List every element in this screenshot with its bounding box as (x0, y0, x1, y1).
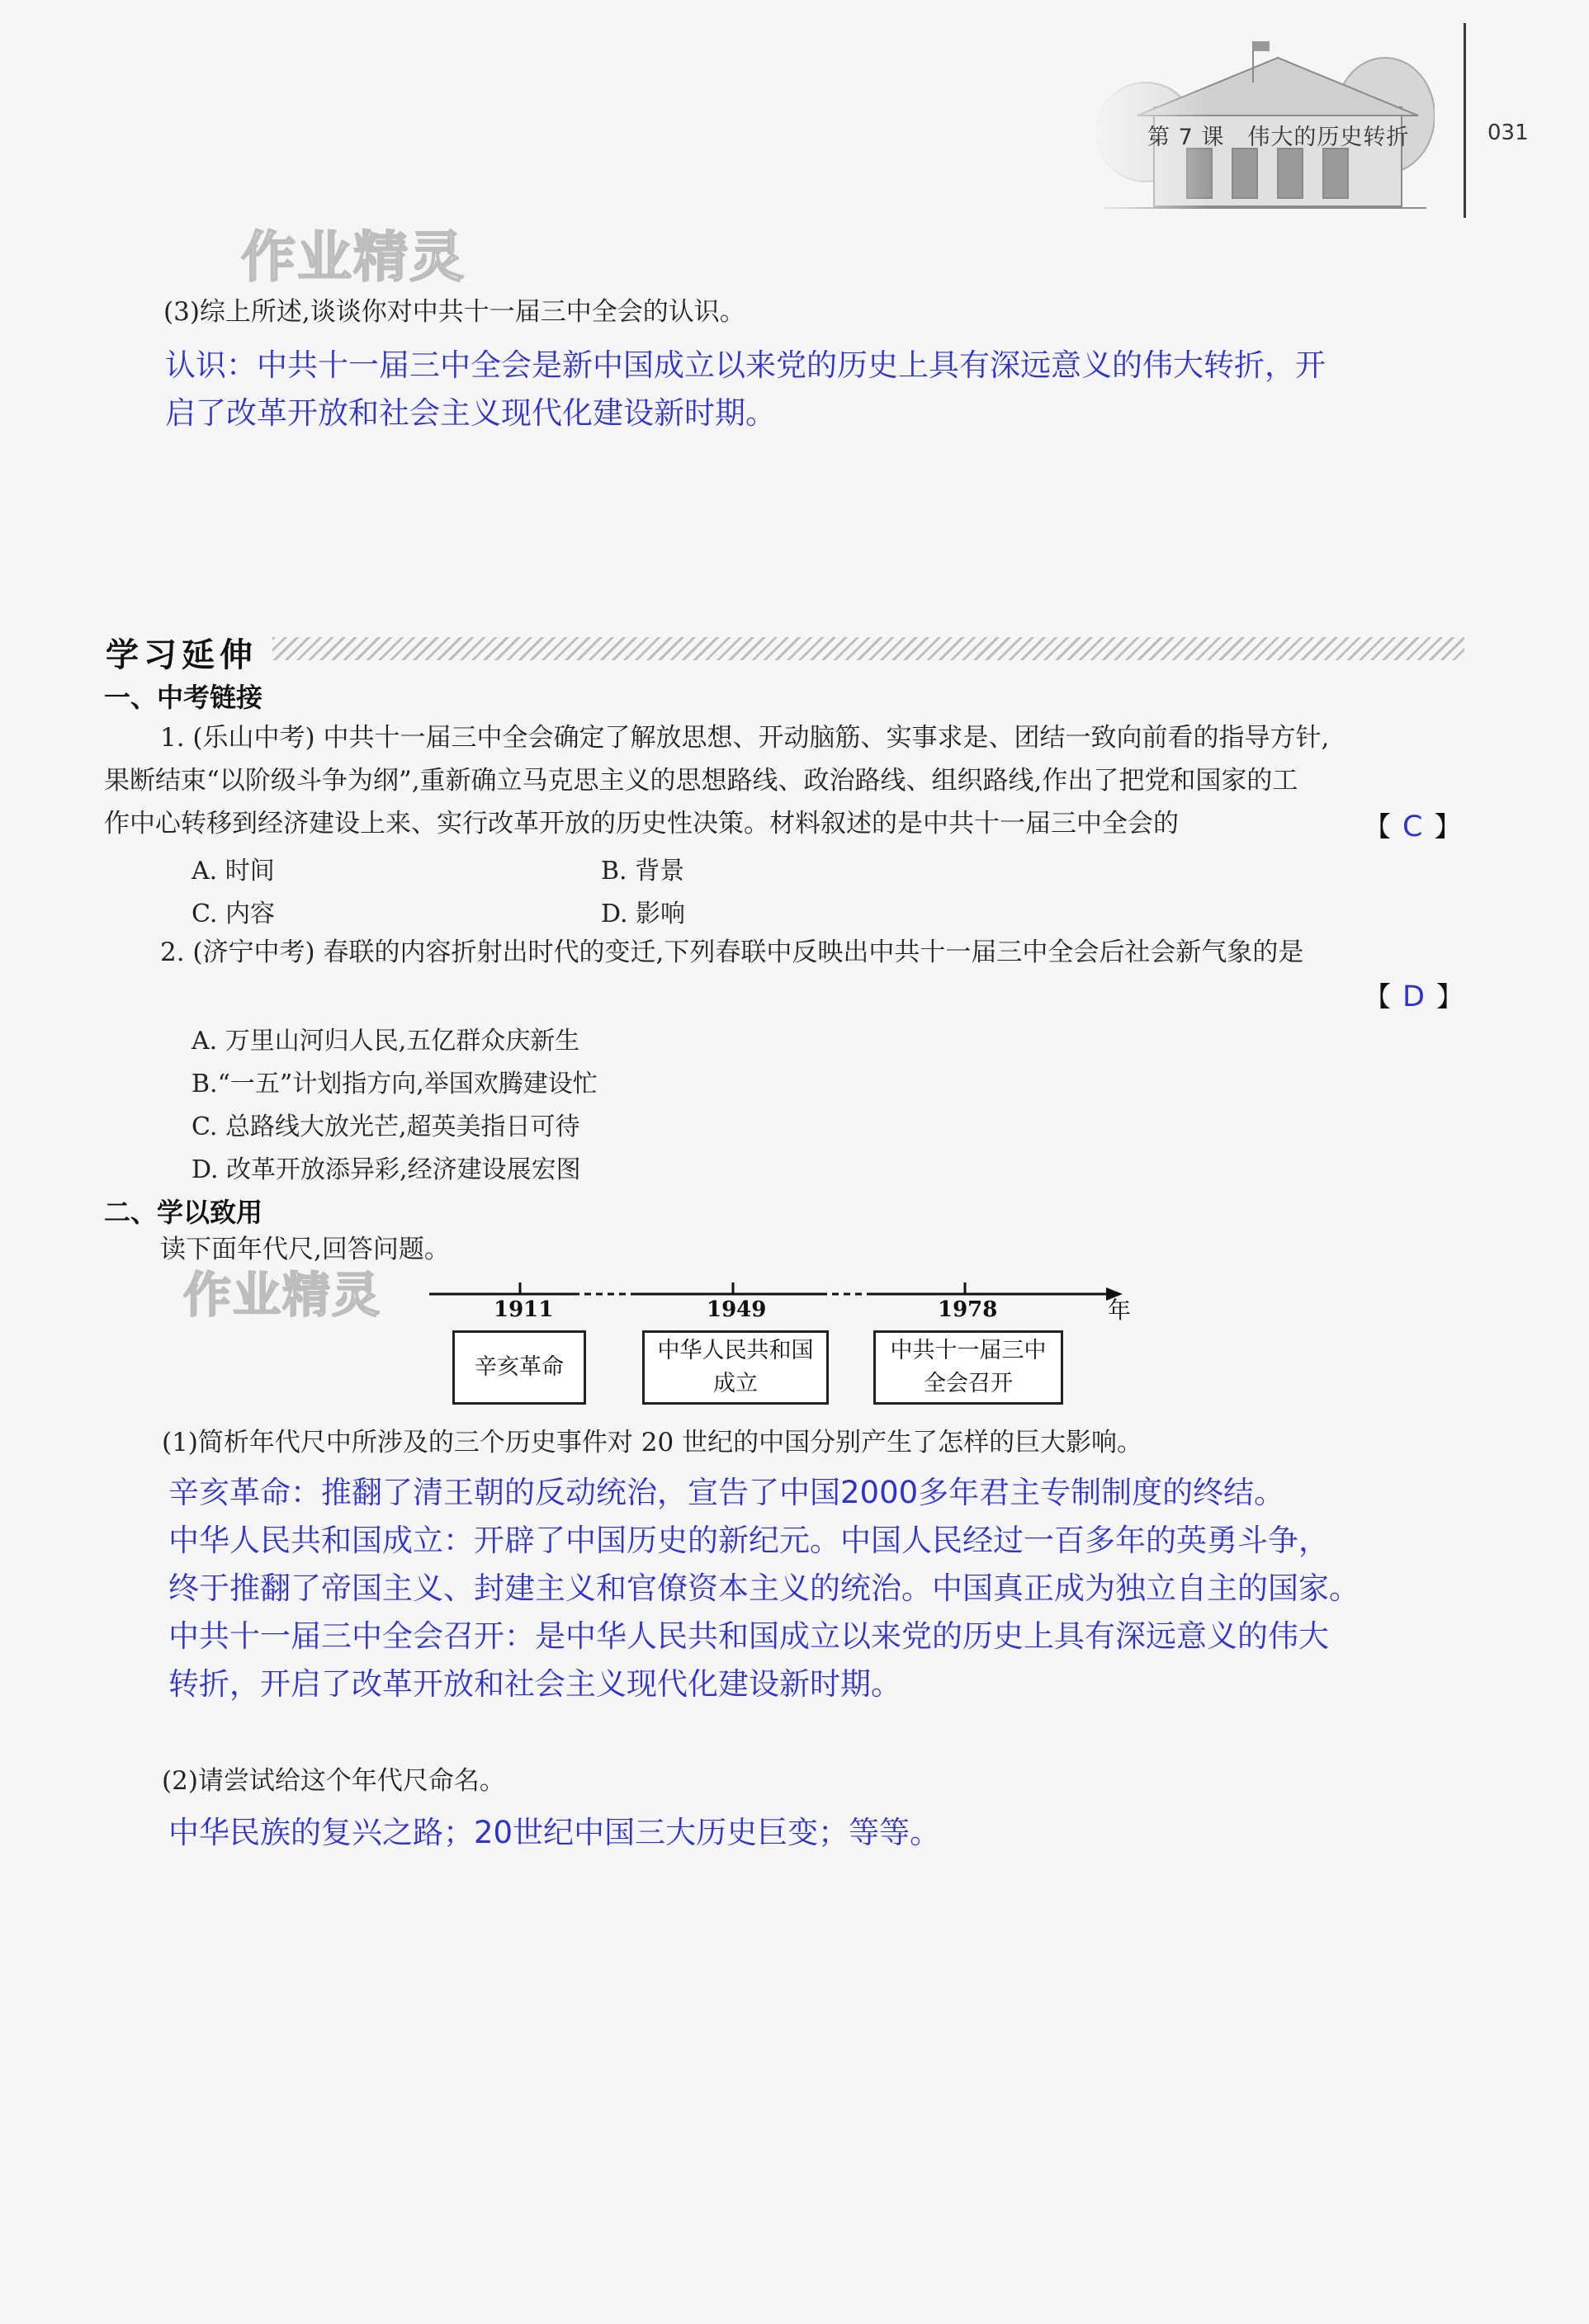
event-label: 全会召开 (924, 1371, 1013, 1396)
watermark: 作业精灵 (183, 1267, 382, 1323)
timeline-event-box (452, 1330, 586, 1405)
sq1-answer-line: 中华人民共和国成立：开辟了中国历史的新纪元。中国人民经过一百多年的英勇斗争， (168, 1523, 1329, 1558)
sq1-answer-line: 中共十一届三中全会召开：是中华人民共和国成立以来党的历史上具有深远意义的伟大 (168, 1618, 1329, 1654)
q1-answer-bracket: 【 C 】 (1364, 810, 1462, 843)
q2-option-a: A. 万里山河归人民,五亿群众庆新生 (192, 1027, 580, 1056)
q2-line1: 2. (济宁中考) 春联的内容折射出时代的变迁,下列春联中反映出中共十一届三中全会后社会新气象的是 (160, 938, 1304, 967)
q2-option-c: C. 总路线大放光芒,超英美指日可待 (192, 1112, 580, 1141)
subquestion-2: (2)请尝试给这个年代尺命名。 (162, 1766, 505, 1796)
timeline-year-1978: 1978 (938, 1297, 998, 1322)
q1-answer: C (1402, 810, 1423, 843)
timeline-event-box (642, 1330, 829, 1405)
event-label: 辛亥革命 (475, 1354, 564, 1380)
header-divider (1464, 23, 1466, 218)
q1-option-a: A. 时间 (192, 857, 275, 886)
timeline-unit: 年 (1108, 1297, 1132, 1324)
q1-line2: 果断结束“以阶级斗争为纲”,重新确立马克思主义的思想路线、政治路线、组织路线,作出了把党和国家的工 (104, 766, 1298, 796)
part2-intro: 读下面年代尺,回答问题。 (160, 1235, 450, 1264)
answer-3-line2: 启了改革开放和社会主义现代化建设新时期。 (165, 395, 776, 431)
part1-heading: 一、中考链接 (104, 682, 263, 713)
sq1-answer-line: 转折，开启了改革开放和社会主义现代化建设新时期。 (168, 1666, 901, 1702)
q1-option-d: D. 影响 (601, 900, 686, 928)
timeline-year-1949: 1949 (707, 1297, 767, 1322)
q1-line3: 作中心转移到经济建设上来、实行改革开放的历史性决策。材料叙述的是中共十一届三中全会的 (104, 809, 1179, 838)
section-title: 学习延伸 (106, 636, 258, 674)
answer-3-line1: 认识：中共十一届三中全会是新中国成立以来党的历史上具有深远意义的伟大转折，开 (165, 347, 1326, 383)
q1-option-c: C. 内容 (192, 900, 275, 928)
sq1-answer-line: 辛亥革命：推翻了清王朝的反动统治，宣告了中国2000多年君主专制制度的终结。 (168, 1475, 1285, 1510)
timeline-event-box (873, 1330, 1063, 1405)
subquestion-1: (1)简析年代尺中所涉及的三个历史事件对 20 世纪的中国分别产生了怎样的巨大影响。 (162, 1428, 1143, 1457)
q1-line1: 1. (乐山中考) 中共十一届三中全会确定了解放思想、开动脑筋、实事求是、团结一致向前看的指导方针, (160, 723, 1330, 753)
page-number: 031 (1487, 120, 1529, 145)
q2-option-d: D. 改革开放添异彩,经济建设展宏图 (192, 1155, 581, 1184)
watermark: 作业精灵 (241, 225, 466, 289)
event-label: 成立 (713, 1371, 758, 1396)
event-label: 中华人民共和国 (657, 1338, 814, 1363)
sq1-answer-line: 终于推翻了帝国主义、封建主义和官僚资本主义的统治。中国真正成为独立自主的国家。 (168, 1571, 1360, 1606)
question-3: (3)综上所述,谈谈你对中共十一届三中全会的认识。 (163, 297, 745, 327)
q2-answer-bracket: 【 D 】 (1364, 980, 1464, 1013)
part2-heading: 二、学以致用 (104, 1197, 263, 1228)
section-stripe (272, 637, 1464, 660)
q2-option-b: B.“一五”计划指方向,举国欢腾建设忙 (192, 1070, 598, 1098)
q1-option-b: B. 背景 (601, 857, 685, 886)
timeline-year-1911: 1911 (494, 1297, 554, 1322)
event-label: 中共十一届三中 (890, 1338, 1047, 1363)
q2-answer: D (1402, 980, 1425, 1013)
sq2-answer: 中华民族的复兴之路；20世纪中国三大历史巨变；等等。 (168, 1815, 941, 1850)
lesson-title: 第 7 课 伟大的历史转折 (1147, 125, 1410, 150)
